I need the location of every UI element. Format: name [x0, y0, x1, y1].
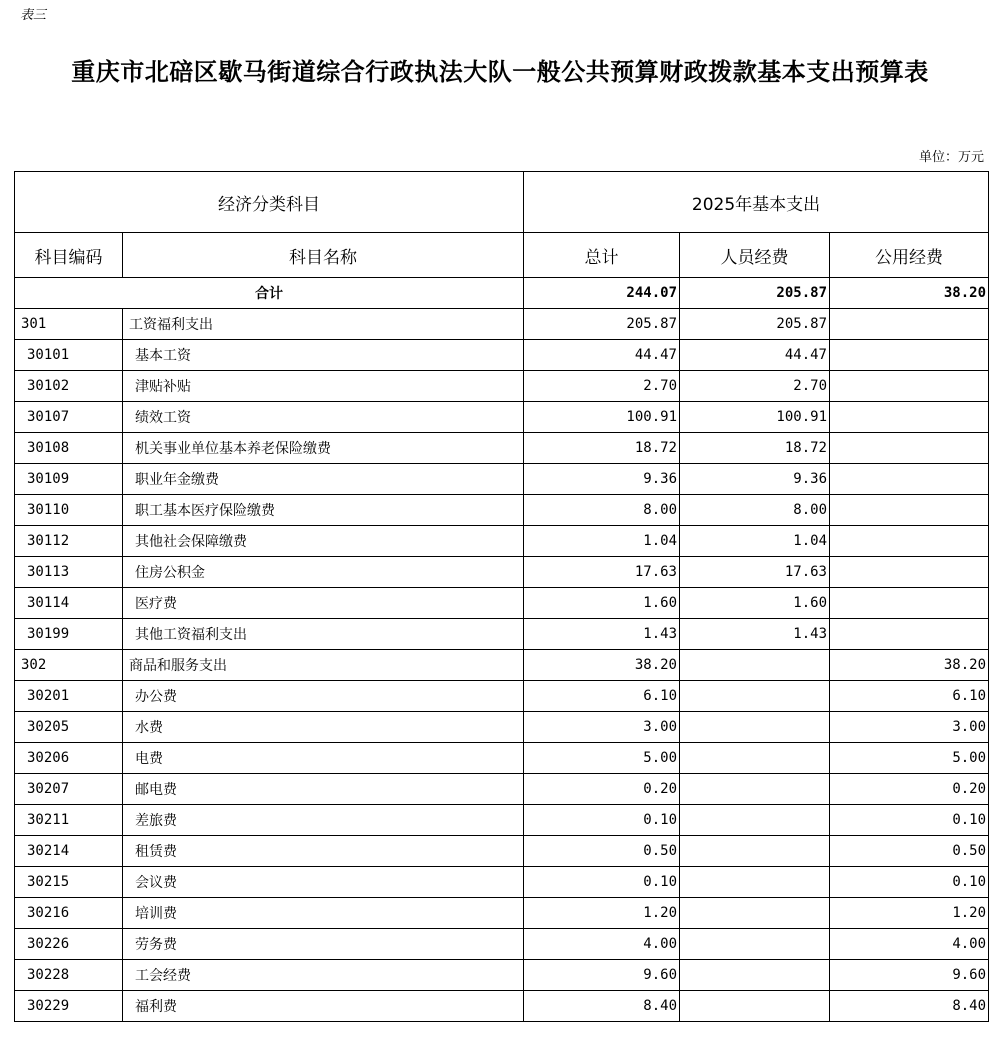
row-total: 0.50 — [524, 836, 680, 867]
row-code: 30101 — [15, 340, 123, 371]
table-row — [15, 960, 989, 991]
row-name: 租赁费 — [123, 836, 524, 867]
table-row — [15, 774, 989, 805]
row-public — [830, 340, 989, 371]
row-total: 18.72 — [524, 433, 680, 464]
header-economic-category: 经济分类科目 — [15, 172, 524, 233]
total-personnel: 205.87 — [680, 278, 830, 309]
row-name: 商品和服务支出 — [123, 650, 524, 681]
header-row-group — [15, 172, 989, 233]
row-public — [830, 588, 989, 619]
row-code: 30216 — [15, 898, 123, 929]
row-code: 301 — [15, 309, 123, 340]
row-personnel: 1.43 — [680, 619, 830, 650]
row-total: 1.43 — [524, 619, 680, 650]
row-code: 30215 — [15, 867, 123, 898]
table-row — [15, 898, 989, 929]
table-row — [15, 340, 989, 371]
budget-table — [14, 171, 989, 1022]
table-row — [15, 495, 989, 526]
row-code: 30102 — [15, 371, 123, 402]
row-personnel — [680, 960, 830, 991]
row-total: 6.10 — [524, 681, 680, 712]
row-name: 水费 — [123, 712, 524, 743]
row-personnel — [680, 774, 830, 805]
row-public — [830, 495, 989, 526]
table-row — [15, 650, 989, 681]
row-public: 1.20 — [830, 898, 989, 929]
table-row — [15, 712, 989, 743]
row-public — [830, 402, 989, 433]
table-row — [15, 929, 989, 960]
row-name: 劳务费 — [123, 929, 524, 960]
row-code: 30199 — [15, 619, 123, 650]
row-name: 职工基本医疗保险缴费 — [123, 495, 524, 526]
row-total: 205.87 — [524, 309, 680, 340]
row-personnel — [680, 712, 830, 743]
row-total: 9.60 — [524, 960, 680, 991]
row-name: 其他社会保障缴费 — [123, 526, 524, 557]
row-code: 30229 — [15, 991, 123, 1022]
row-personnel — [680, 991, 830, 1022]
table-row — [15, 867, 989, 898]
row-public — [830, 557, 989, 588]
row-code: 30110 — [15, 495, 123, 526]
table-row — [15, 464, 989, 495]
row-name: 基本工资 — [123, 340, 524, 371]
row-total: 17.63 — [524, 557, 680, 588]
row-personnel — [680, 867, 830, 898]
row-total: 100.91 — [524, 402, 680, 433]
table-row — [15, 836, 989, 867]
row-total: 4.00 — [524, 929, 680, 960]
row-name: 职业年金缴费 — [123, 464, 524, 495]
row-total: 1.04 — [524, 526, 680, 557]
row-public: 5.00 — [830, 743, 989, 774]
table-row — [15, 743, 989, 774]
row-personnel: 1.04 — [680, 526, 830, 557]
table-row — [15, 991, 989, 1022]
row-personnel: 100.91 — [680, 402, 830, 433]
row-name: 津贴补贴 — [123, 371, 524, 402]
table-row — [15, 681, 989, 712]
row-public: 38.20 — [830, 650, 989, 681]
page-title: 重庆市北碚区歇马街道综合行政执法大队一般公共预算财政拨款基本支出预算表 — [71, 57, 929, 86]
row-personnel: 205.87 — [680, 309, 830, 340]
row-code: 30109 — [15, 464, 123, 495]
row-personnel: 9.36 — [680, 464, 830, 495]
total-label: 合计 — [15, 278, 524, 309]
row-name: 培训费 — [123, 898, 524, 929]
row-name: 住房公积金 — [123, 557, 524, 588]
row-name: 工资福利支出 — [123, 309, 524, 340]
row-personnel — [680, 650, 830, 681]
row-personnel — [680, 743, 830, 774]
row-total: 44.47 — [524, 340, 680, 371]
header-public: 公用经费 — [830, 233, 989, 278]
row-code: 30228 — [15, 960, 123, 991]
row-public — [830, 433, 989, 464]
row-personnel — [680, 929, 830, 960]
table-row — [15, 371, 989, 402]
table-row — [15, 619, 989, 650]
row-personnel: 18.72 — [680, 433, 830, 464]
row-code: 30113 — [15, 557, 123, 588]
row-personnel — [680, 681, 830, 712]
row-personnel: 17.63 — [680, 557, 830, 588]
row-code: 30206 — [15, 743, 123, 774]
header-row-columns — [15, 233, 989, 278]
unit-label: 单位：万元 — [918, 150, 984, 165]
row-public — [830, 309, 989, 340]
row-code: 30226 — [15, 929, 123, 960]
row-public: 6.10 — [830, 681, 989, 712]
row-name: 电费 — [123, 743, 524, 774]
table-row — [15, 309, 989, 340]
row-public: 9.60 — [830, 960, 989, 991]
row-public: 3.00 — [830, 712, 989, 743]
row-personnel — [680, 836, 830, 867]
row-name: 其他工资福利支出 — [123, 619, 524, 650]
row-public: 0.20 — [830, 774, 989, 805]
row-code: 30211 — [15, 805, 123, 836]
row-public — [830, 526, 989, 557]
total-public: 38.20 — [830, 278, 989, 309]
table-row — [15, 588, 989, 619]
row-total: 1.20 — [524, 898, 680, 929]
row-code: 30108 — [15, 433, 123, 464]
row-code: 30214 — [15, 836, 123, 867]
row-code: 30207 — [15, 774, 123, 805]
row-total: 3.00 — [524, 712, 680, 743]
row-total: 8.00 — [524, 495, 680, 526]
row-name: 差旅费 — [123, 805, 524, 836]
row-code: 30112 — [15, 526, 123, 557]
row-name: 会议费 — [123, 867, 524, 898]
header-personnel: 人员经费 — [680, 233, 830, 278]
row-code: 30107 — [15, 402, 123, 433]
row-total: 2.70 — [524, 371, 680, 402]
total-total: 244.07 — [524, 278, 680, 309]
row-public: 4.00 — [830, 929, 989, 960]
table-row — [15, 805, 989, 836]
row-public: 0.10 — [830, 867, 989, 898]
table-row — [15, 557, 989, 588]
row-name: 机关事业单位基本养老保险缴费 — [123, 433, 524, 464]
row-personnel: 44.47 — [680, 340, 830, 371]
row-public — [830, 371, 989, 402]
row-public: 0.10 — [830, 805, 989, 836]
header-code: 科目编码 — [15, 233, 123, 278]
row-code: 302 — [15, 650, 123, 681]
row-personnel: 8.00 — [680, 495, 830, 526]
row-name: 办公费 — [123, 681, 524, 712]
row-public: 8.40 — [830, 991, 989, 1022]
row-total: 0.10 — [524, 867, 680, 898]
row-name: 工会经费 — [123, 960, 524, 991]
row-total: 8.40 — [524, 991, 680, 1022]
row-personnel: 1.60 — [680, 588, 830, 619]
row-personnel — [680, 898, 830, 929]
table-row — [15, 433, 989, 464]
header-basic-expenditure: 2025年基本支出 — [524, 172, 989, 233]
row-name: 邮电费 — [123, 774, 524, 805]
table-number-label: 表三 — [20, 8, 47, 23]
table-row — [15, 402, 989, 433]
row-code: 30201 — [15, 681, 123, 712]
table-row — [15, 526, 989, 557]
row-name: 绩效工资 — [123, 402, 524, 433]
row-public — [830, 619, 989, 650]
row-total: 0.10 — [524, 805, 680, 836]
row-code: 30114 — [15, 588, 123, 619]
row-total: 0.20 — [524, 774, 680, 805]
row-personnel: 2.70 — [680, 371, 830, 402]
row-name: 医疗费 — [123, 588, 524, 619]
row-total: 38.20 — [524, 650, 680, 681]
row-total: 1.60 — [524, 588, 680, 619]
row-name: 福利费 — [123, 991, 524, 1022]
header-total: 总计 — [524, 233, 680, 278]
row-code: 30205 — [15, 712, 123, 743]
row-total: 5.00 — [524, 743, 680, 774]
row-public — [830, 464, 989, 495]
row-personnel — [680, 805, 830, 836]
total-row — [15, 278, 989, 309]
row-total: 9.36 — [524, 464, 680, 495]
header-name: 科目名称 — [123, 233, 524, 278]
row-public: 0.50 — [830, 836, 989, 867]
